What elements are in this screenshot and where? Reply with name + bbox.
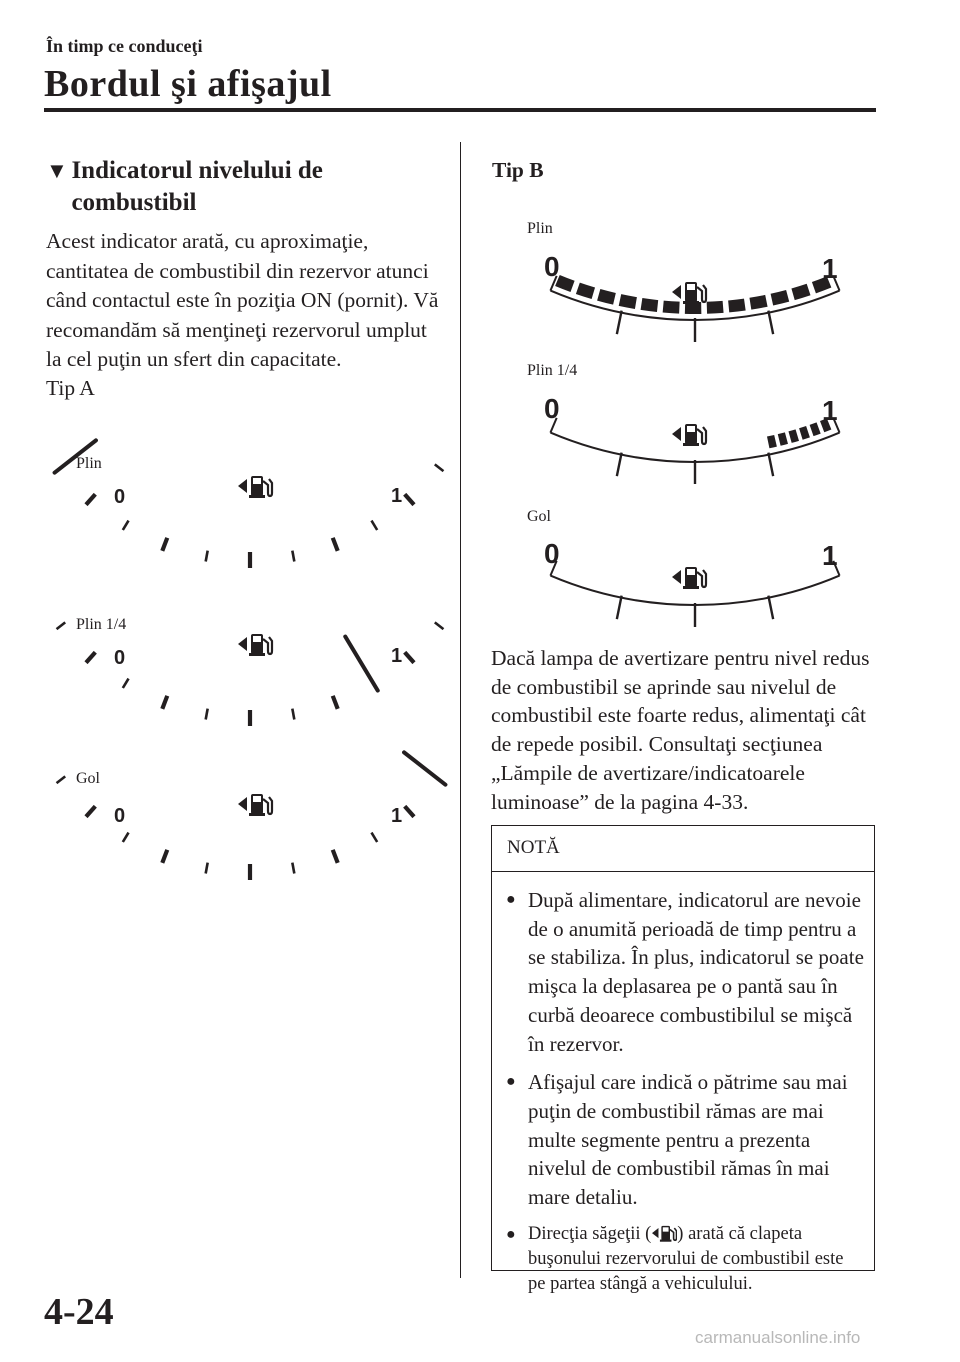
note-box — [491, 825, 875, 1294]
gauge-a-quarter-label: Plin 1/4 — [76, 616, 127, 633]
gauge-tick — [123, 833, 129, 842]
gauge-tick — [405, 494, 414, 504]
gauge-a-empty-min: 0 — [114, 805, 126, 827]
note-list — [492, 872, 874, 1297]
gauge-tick — [86, 806, 95, 816]
gauge-b-quarter-label: Plin 1/4 — [527, 362, 578, 379]
gauge-a-full-min: 0 — [114, 486, 126, 508]
gauge-tick — [333, 538, 338, 551]
gauge-a-full — [60, 470, 440, 590]
fuel-pump-left-arrow-icon — [651, 1223, 677, 1245]
warning-paragraph: Dacă lampa de avertizare pentru nivel redus de combustibil se aprinde sau nivelul de combustibil este foarte redus, alimentaţi cât de repede posibil. Consultaţi secţiunea „Lămpile de avertizare/indicatoarele luminoase” de la pagina 4-33. — [491, 646, 870, 814]
section-heading — [46, 155, 446, 219]
gauge-b-empty-label: Gol — [527, 508, 551, 525]
gauge-tick — [206, 551, 208, 562]
fuel-pump-left-arrow-icon — [672, 282, 706, 304]
gauge-a-empty-label: Gol — [76, 770, 100, 787]
gauge-tick — [405, 652, 414, 662]
gauge-a-empty-max: 1 — [391, 805, 403, 827]
gauge-tick — [162, 538, 167, 551]
gauge-tick — [292, 551, 294, 562]
gauge-mid-tick — [768, 453, 773, 477]
note-item-text: După alimentare, indicatorul are nevoie de o anumită perioadă de timp pentru a se stabiliza. În plus, indicatorul se poate mişca la deplasarea pe o pantă sau în curbă deoarece combustibilul se mişcă în rezervor. — [528, 888, 864, 1056]
fuel-pump-left-arrow-icon — [672, 424, 706, 446]
gauge-segment — [641, 304, 657, 306]
gauge-b-quarter-min: 0 — [544, 393, 560, 424]
column-divider — [460, 142, 461, 1278]
gauge-b-full-label: Plin — [527, 220, 553, 237]
note-item-text: Afişajul care indică o pătrime sau mai puţin de combustibil rămas are mai multe segmente pentru a prezenta nivelul de combustibil rămas în mai mare detaliu. — [528, 1070, 848, 1210]
gauge-segment — [793, 289, 809, 294]
gauge-tick — [123, 521, 129, 530]
gauge-segment — [790, 435, 797, 437]
gauge-segment — [779, 438, 786, 440]
gauge-a-empty — [60, 782, 440, 902]
gauge-mid-tick — [768, 596, 773, 620]
gauge-needle — [404, 752, 445, 784]
gauge-tick — [162, 696, 167, 709]
gauge-segment — [772, 296, 788, 300]
header-divider — [44, 108, 876, 112]
gauge-needle — [345, 637, 377, 691]
gauge-mid-tick — [617, 311, 622, 335]
tip-b-label: Tip B — [492, 158, 544, 182]
note-title: NOTĂ — [492, 826, 874, 872]
gauge-b-full — [540, 250, 850, 350]
page-title: Bordul şi afişajul — [44, 63, 332, 105]
page-number: 4-24 — [44, 1291, 114, 1333]
gauge-a-quarter-max: 1 — [391, 645, 403, 667]
gauge-tick — [292, 863, 294, 874]
gauge-a-full-dial — [55, 440, 444, 568]
gauge-segment — [812, 428, 819, 431]
gauge-segment — [707, 307, 723, 308]
gauge-tick — [86, 652, 95, 662]
gauge-tick — [206, 709, 208, 720]
gauge-tick — [123, 679, 129, 688]
gauge-tick — [86, 494, 95, 504]
gauge-mid-tick — [768, 311, 773, 335]
triangle-down-icon: ▼ — [46, 158, 68, 183]
gauge-mid-tick — [617, 453, 622, 477]
gauge-tick — [333, 850, 338, 863]
gauge-segment — [663, 307, 679, 308]
gauge-segment — [768, 441, 775, 443]
gauge-a-quarter — [60, 628, 440, 748]
gauge-b-quarter-max: 1 — [822, 395, 838, 426]
gauge-tick — [371, 833, 377, 842]
gauge-tick — [292, 709, 294, 720]
gauge-segment — [620, 300, 636, 303]
gauge-a-quarter-min: 0 — [114, 647, 126, 669]
gauge-segment — [750, 301, 766, 304]
gauge-b-empty — [540, 535, 850, 625]
fuel-pump-left-arrow-icon — [238, 794, 272, 816]
tip-a-label: Tip A — [46, 376, 95, 400]
intro-paragraph: Acest indicator arată, cu aproximaţie, cantitatea de combustibil din rezervor atunci când contactul este în poziţia ON (pornit). Vă recomandăm să menţineţi rezervorul umplut la cel puţin un sfert din capacitate. — [46, 229, 439, 371]
gauge-segment — [729, 305, 745, 307]
gauge-tick — [206, 863, 208, 874]
gauge-a-quarter-dial — [57, 622, 444, 726]
gauge-segment — [578, 288, 593, 293]
gauge-segment — [557, 281, 572, 287]
gauge-segment — [599, 295, 615, 299]
gauge-mid-tick — [617, 596, 622, 620]
gauge-tick — [405, 806, 414, 816]
gauge-b-full-min: 0 — [544, 251, 560, 282]
header-section-label: În timp ce conduceţi — [46, 36, 203, 56]
gauge-tick — [333, 696, 338, 709]
gauge-segment — [801, 432, 808, 434]
gauge-b-quarter — [540, 392, 850, 482]
gauge-b-full-max: 1 — [822, 253, 838, 284]
watermark: carmanualsonline.info — [695, 1328, 861, 1347]
section-heading-text: Indicatorul nivelului de combustibil — [71, 157, 323, 216]
fuel-pump-left-arrow-icon — [238, 476, 272, 498]
bullet-icon: ● — [506, 1073, 516, 1091]
note-item-text-after: ) arată că clapeta buşonului rezervorului de combustibil este pe partea stângă a vehiculului. — [528, 1223, 844, 1294]
fuel-pump-left-arrow-icon — [672, 567, 706, 589]
gauge-tick — [371, 521, 377, 530]
fuel-pump-left-arrow-icon — [238, 634, 272, 656]
gauge-tick — [435, 622, 444, 629]
gauge-b-empty-max: 1 — [822, 540, 838, 571]
note-item-text-before: Direcţia săgeţii ( — [528, 1223, 652, 1244]
gauge-tick — [162, 850, 167, 863]
gauge-a-full-max: 1 — [391, 485, 403, 507]
gauge-tick — [57, 622, 66, 629]
note-item — [502, 886, 864, 1058]
gauge-b-empty-min: 0 — [544, 538, 560, 569]
bullet-icon: ● — [506, 1225, 516, 1243]
gauge-tick — [57, 776, 66, 783]
gauge-tick — [435, 464, 444, 471]
note-item — [502, 1222, 864, 1297]
gauge-a-full-label: Plin — [76, 455, 102, 472]
bullet-icon: ● — [506, 891, 516, 908]
note-item — [502, 1068, 864, 1212]
